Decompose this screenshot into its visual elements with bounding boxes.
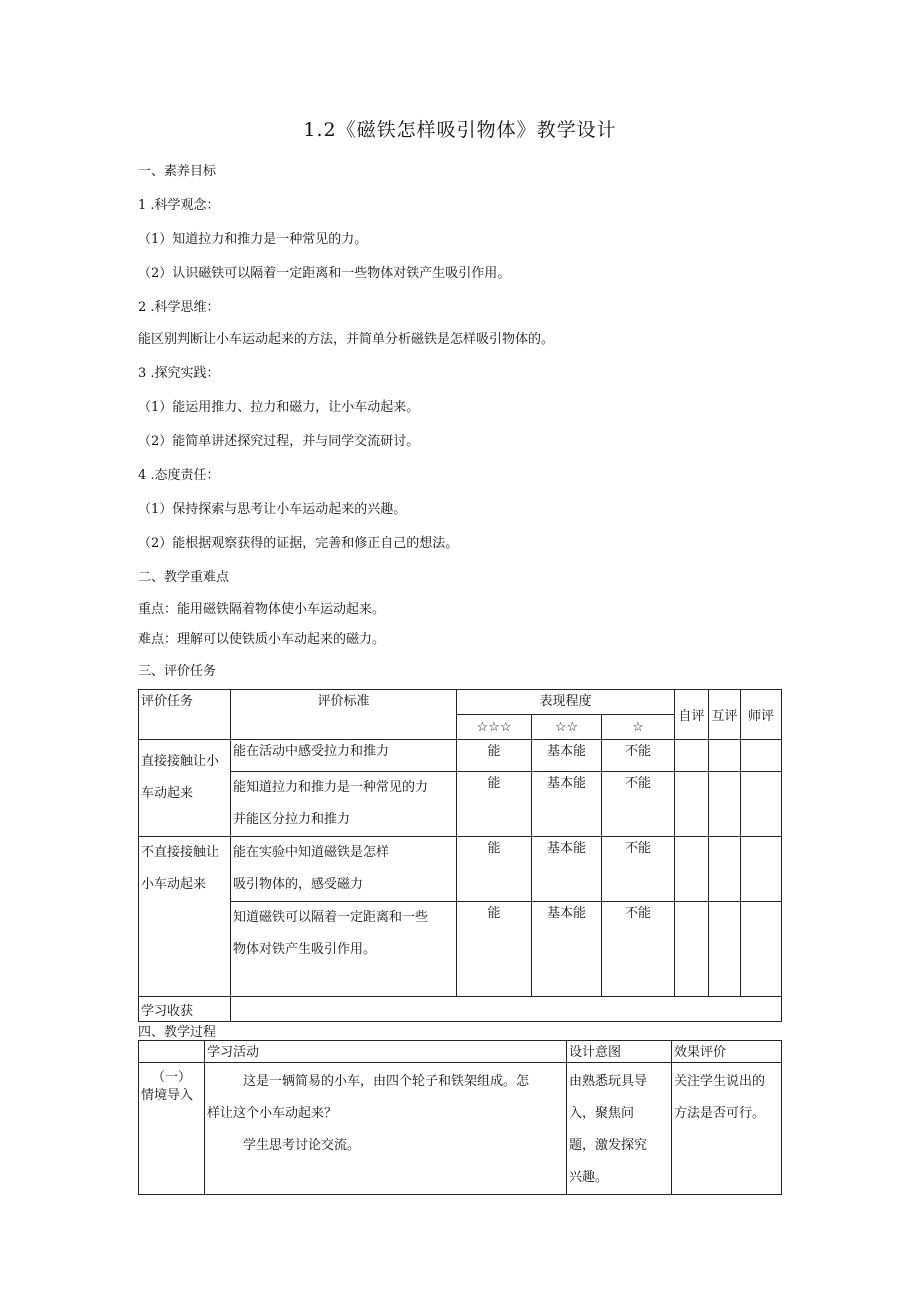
task-line: 小车动起来 bbox=[141, 877, 207, 892]
level-two-cell: 基本能 bbox=[532, 902, 602, 997]
level-three-cell: 能 bbox=[457, 740, 532, 772]
criteria-cell bbox=[231, 772, 457, 837]
self-eval-cell bbox=[675, 837, 709, 902]
task-line: 直接接触让小 bbox=[141, 754, 220, 769]
level-one-cell: 不能 bbox=[602, 837, 675, 902]
learning-gain-cell bbox=[231, 997, 782, 1022]
goal-4-item-1: （1）保持探索与思考让小车运动起来的兴趣。 bbox=[138, 502, 407, 517]
level-two-cell: 基本能 bbox=[532, 772, 602, 837]
level-three-cell: 能 bbox=[457, 837, 532, 902]
criteria-line: 知道磁铁可以隔着一定距离和一些 bbox=[233, 910, 429, 925]
difficult-point: 难点：理解可以使铁质小车动起来的磁力。 bbox=[138, 632, 386, 647]
activity-line: 这是一辆简易的小车，由四个轮子和铁架组成。怎 bbox=[243, 1074, 530, 1089]
goal-1-item-2: （2）认识磁铁可以隔着一定距离和一些物体对铁产生吸引作用。 bbox=[138, 266, 511, 281]
eval-line: 方法是否可行。 bbox=[674, 1106, 766, 1121]
key-point: 重点：能用磁铁隔着物体使小车运动起来。 bbox=[138, 602, 386, 617]
task-cell bbox=[139, 740, 231, 837]
header-criteria: 评价标准 bbox=[231, 690, 457, 740]
activity-cell bbox=[205, 1063, 567, 1195]
header-stage bbox=[139, 1041, 205, 1063]
process-table bbox=[138, 1040, 782, 1195]
section-2-heading: 二、教学重难点 bbox=[138, 570, 230, 585]
task-cell bbox=[139, 837, 231, 997]
teacher-eval-cell bbox=[741, 772, 782, 837]
level-three-cell: 能 bbox=[457, 772, 532, 837]
self-eval-cell bbox=[675, 772, 709, 837]
teacher-eval-cell bbox=[741, 902, 782, 997]
teacher-eval-cell bbox=[741, 837, 782, 902]
self-eval-cell bbox=[675, 740, 709, 772]
activity-line: 学生思考讨论交流。 bbox=[243, 1138, 361, 1153]
header-peer: 互评 bbox=[709, 690, 741, 740]
level-one-cell: 不能 bbox=[602, 740, 675, 772]
goal-3-heading: 3 .探究实践： bbox=[138, 366, 220, 381]
header-activity: 学习活动 bbox=[205, 1041, 567, 1063]
task-line: 车动起来 bbox=[141, 786, 194, 801]
header-three-star: ☆☆☆ bbox=[457, 715, 532, 740]
criteria-cell bbox=[231, 902, 457, 997]
level-one-cell: 不能 bbox=[602, 902, 675, 997]
stage-cell bbox=[139, 1063, 205, 1195]
header-two-star: ☆☆ bbox=[532, 715, 602, 740]
criteria-line: 物体对铁产生吸引作用。 bbox=[233, 942, 377, 957]
header-eval: 效果评价 bbox=[672, 1041, 782, 1063]
criteria-cell bbox=[231, 837, 457, 902]
goal-4-heading: 4 .态度责任： bbox=[138, 468, 220, 483]
page-title: 1.2《磁铁怎样吸引物体》教学设计 bbox=[303, 119, 617, 141]
intent-line: 兴趣。 bbox=[569, 1170, 609, 1185]
peer-eval-cell bbox=[709, 772, 741, 837]
teacher-eval-cell bbox=[741, 740, 782, 772]
level-two-cell: 基本能 bbox=[532, 837, 602, 902]
peer-eval-cell bbox=[709, 837, 741, 902]
intent-cell bbox=[567, 1063, 672, 1195]
criteria-line: 能知道拉力和推力是一种常见的力 bbox=[233, 780, 429, 795]
header-task: 评价任务 bbox=[139, 690, 231, 740]
level-two-cell: 基本能 bbox=[532, 740, 602, 772]
criteria-line: 能在活动中感受拉力和推力 bbox=[233, 744, 390, 759]
level-three-cell: 能 bbox=[457, 902, 532, 997]
stage-name: 情境导入 bbox=[141, 1088, 194, 1103]
section-1-heading: 一、素养目标 bbox=[138, 164, 217, 179]
intent-line: 题，激发探究 bbox=[569, 1138, 648, 1153]
intent-line: 入，聚焦问 bbox=[569, 1106, 635, 1121]
goal-3-item-1: （1）能运用推力、拉力和磁力，让小车动起来。 bbox=[138, 400, 420, 415]
goal-3-item-2: （2）能简单讲述探究过程，并与同学交流研讨。 bbox=[138, 434, 420, 449]
criteria-line: 能在实验中知道磁铁是怎样 bbox=[233, 845, 390, 860]
header-self: 自评 bbox=[675, 690, 709, 740]
effect-eval-cell bbox=[672, 1063, 782, 1195]
peer-eval-cell bbox=[709, 740, 741, 772]
task-line: 不直接接触让 bbox=[141, 845, 220, 860]
level-one-cell: 不能 bbox=[602, 772, 675, 837]
intent-line: 由熟悉玩具导 bbox=[569, 1074, 648, 1089]
peer-eval-cell bbox=[709, 902, 741, 997]
criteria-cell bbox=[231, 740, 457, 772]
criteria-line: 吸引物体的，感受磁力 bbox=[233, 877, 364, 892]
header-intent: 设计意图 bbox=[567, 1041, 672, 1063]
learning-gain-label: 学习收获 bbox=[139, 997, 231, 1022]
criteria-line: 并能区分拉力和推力 bbox=[233, 812, 351, 827]
self-eval-cell bbox=[675, 902, 709, 997]
header-one-star: ☆ bbox=[602, 715, 675, 740]
header-level: 表现程度 bbox=[457, 690, 675, 715]
stage-number: （一） bbox=[151, 1070, 191, 1085]
header-teacher: 师评 bbox=[741, 690, 782, 740]
goal-1-item-1: （1）知道拉力和推力是一种常见的力。 bbox=[138, 232, 368, 247]
eval-line: 关注学生说出的 bbox=[674, 1074, 766, 1089]
section-4-heading: 四、教学过程 bbox=[138, 1025, 217, 1040]
goal-2-heading: 2 .科学思维： bbox=[138, 300, 220, 315]
evaluation-table bbox=[138, 689, 782, 1022]
goal-2-text: 能区别判断让小车运动起来的方法，并简单分析磁铁是怎样吸引物体的。 bbox=[138, 332, 555, 347]
goal-1-heading: 1 .科学观念： bbox=[138, 198, 220, 213]
section-3-heading: 三、评价任务 bbox=[138, 664, 217, 679]
activity-line: 样让这个小车动起来？ bbox=[207, 1106, 338, 1121]
goal-4-item-2: （2）能根据观察获得的证据，完善和修正自己的想法。 bbox=[138, 536, 459, 551]
